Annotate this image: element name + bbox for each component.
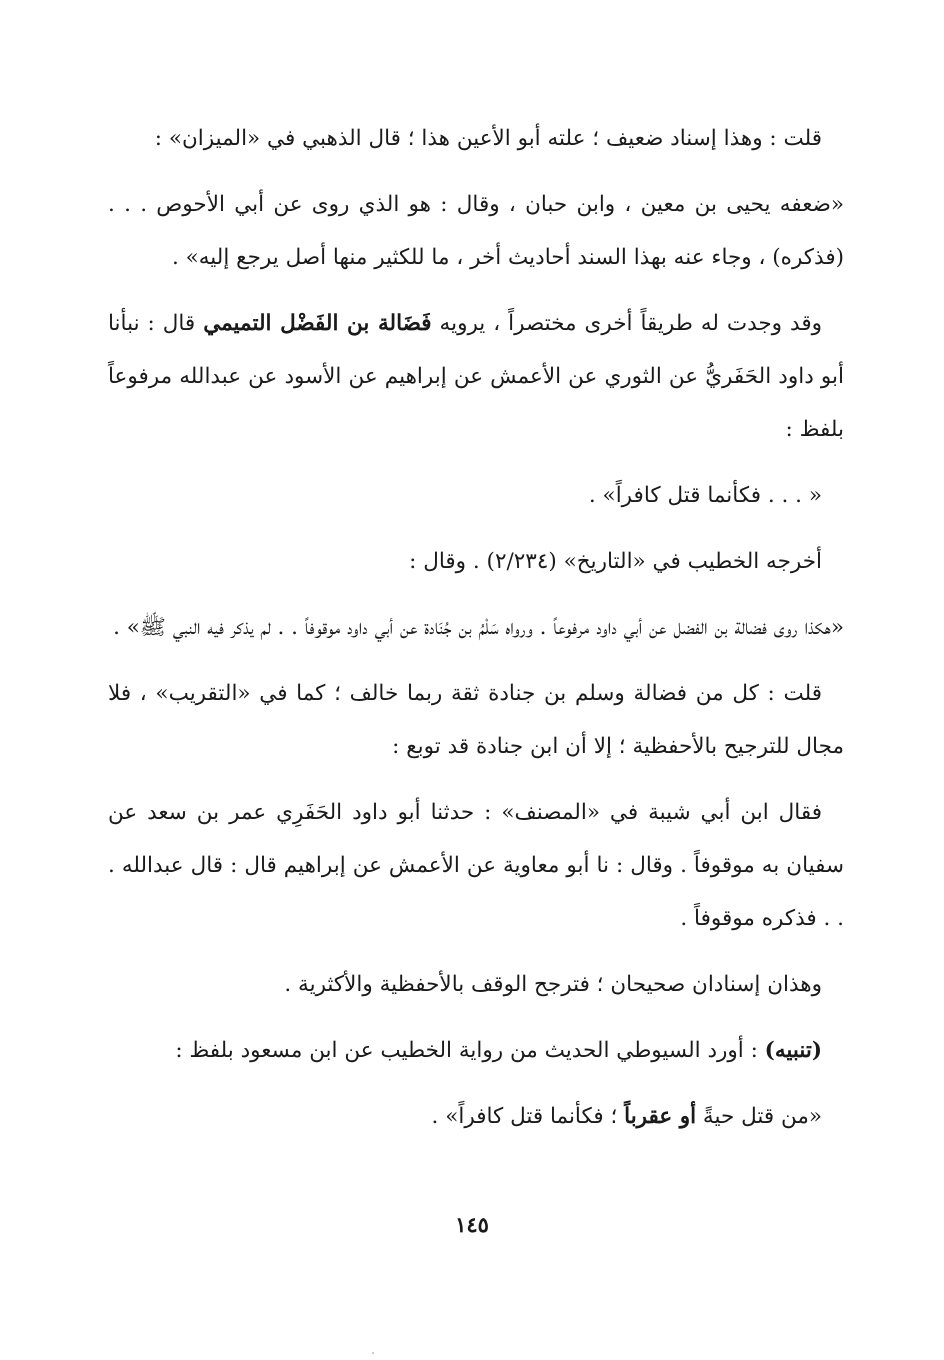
paragraph-3-text-b: قال : نبأنا أبو داود الحَفَريُّ عن الثوري عن الأعمش عن إبراهيم عن الأسود عن عبدالله مرفوعاً بلفظ :: [108, 311, 844, 442]
paragraph-1: [108, 112, 844, 165]
paragraph-4-quote: [108, 469, 844, 522]
page-body: [108, 112, 844, 1156]
paragraph-2-text: «ضعفه يحيى بن معين ، وابن حبان ، وقال : هو الذي روى عن أبي الأحوص . . . (فذكره) ، وجاء عنه بهذا السند أحاديث أخر ، ما للكثير منها أصل يرجع إليه» .: [108, 192, 844, 270]
paragraph-6-text: «هكذا روى فضالة بن الفضل عن أبي داود مرفوعاً . ورواه سَلْمُ بن جُنَادة عن أبي داود موقوفاً . . لم يذكر فيه النبي ﷺ» .: [113, 615, 844, 640]
paragraph-3: [108, 297, 844, 456]
paragraph-7: [108, 667, 844, 773]
paragraph-3-text-a: وقد وجدت له طريقاً أخرى مختصراً ، يرويه: [431, 311, 822, 336]
paragraph-4-text: « . . . فكأنما قتل كافراً» .: [588, 483, 822, 508]
narrator-name: فَضَالة بن الفَضْل التميمي: [203, 311, 432, 336]
paragraph-11-text-b: ؛ فكأنما قتل كافراً» .: [431, 1104, 625, 1129]
note-label: (تنبيه): [764, 1038, 822, 1063]
page-number: ١٤٥: [455, 1212, 489, 1237]
paragraph-8-text: فقال ابن أبي شيبة في «المصنف» : حدثنا أبو داود الحَفَرِي عمر بن سعد عن سفيان به موقوفاً . وقال : نا أبو معاوية عن الأعمش عن إبراهيم قال : قال عبدالله . . . فذكره موقوفاً .: [108, 800, 844, 931]
paragraph-11-text-a: «من قتل حيةً: [696, 1104, 822, 1129]
paragraph-6-quote: [108, 601, 844, 654]
paragraph-2-quote: [108, 178, 844, 284]
paragraph-1-text: قلت : وهذا إسناد ضعيف ؛ علته أبو الأعين هذا ؛ قال الذهبي في «الميزان» :: [154, 126, 822, 151]
paragraph-11-quote: [108, 1090, 844, 1143]
paragraph-9: [108, 958, 844, 1011]
paragraph-10-text: : أورد السيوطي الحديث من رواية الخطيب عن ابن مسعود بلفظ :: [175, 1038, 765, 1063]
paragraph-11-emphasis: أو عقرباً: [624, 1104, 697, 1129]
scan-speck: [372, 1352, 374, 1354]
paragraph-5: [108, 535, 844, 588]
paragraph-7-text: قلت : كل من فضالة وسلم بن جنادة ثقة ربما خالف ؛ كما في «التقريب» ، فلا مجال للترجيح بالأحفظية ؛ إلا أن ابن جنادة قد توبع :: [108, 681, 844, 759]
paragraph-10-note: [108, 1024, 844, 1077]
paragraph-5-text: أخرجه الخطيب في «التاريخ» (٢/٢٣٤) . وقال :: [409, 549, 822, 574]
paragraph-9-text: وهذان إسنادان صحيحان ؛ فترجح الوقف بالأحفظية والأكثرية .: [284, 972, 822, 997]
paragraph-8: [108, 786, 844, 945]
